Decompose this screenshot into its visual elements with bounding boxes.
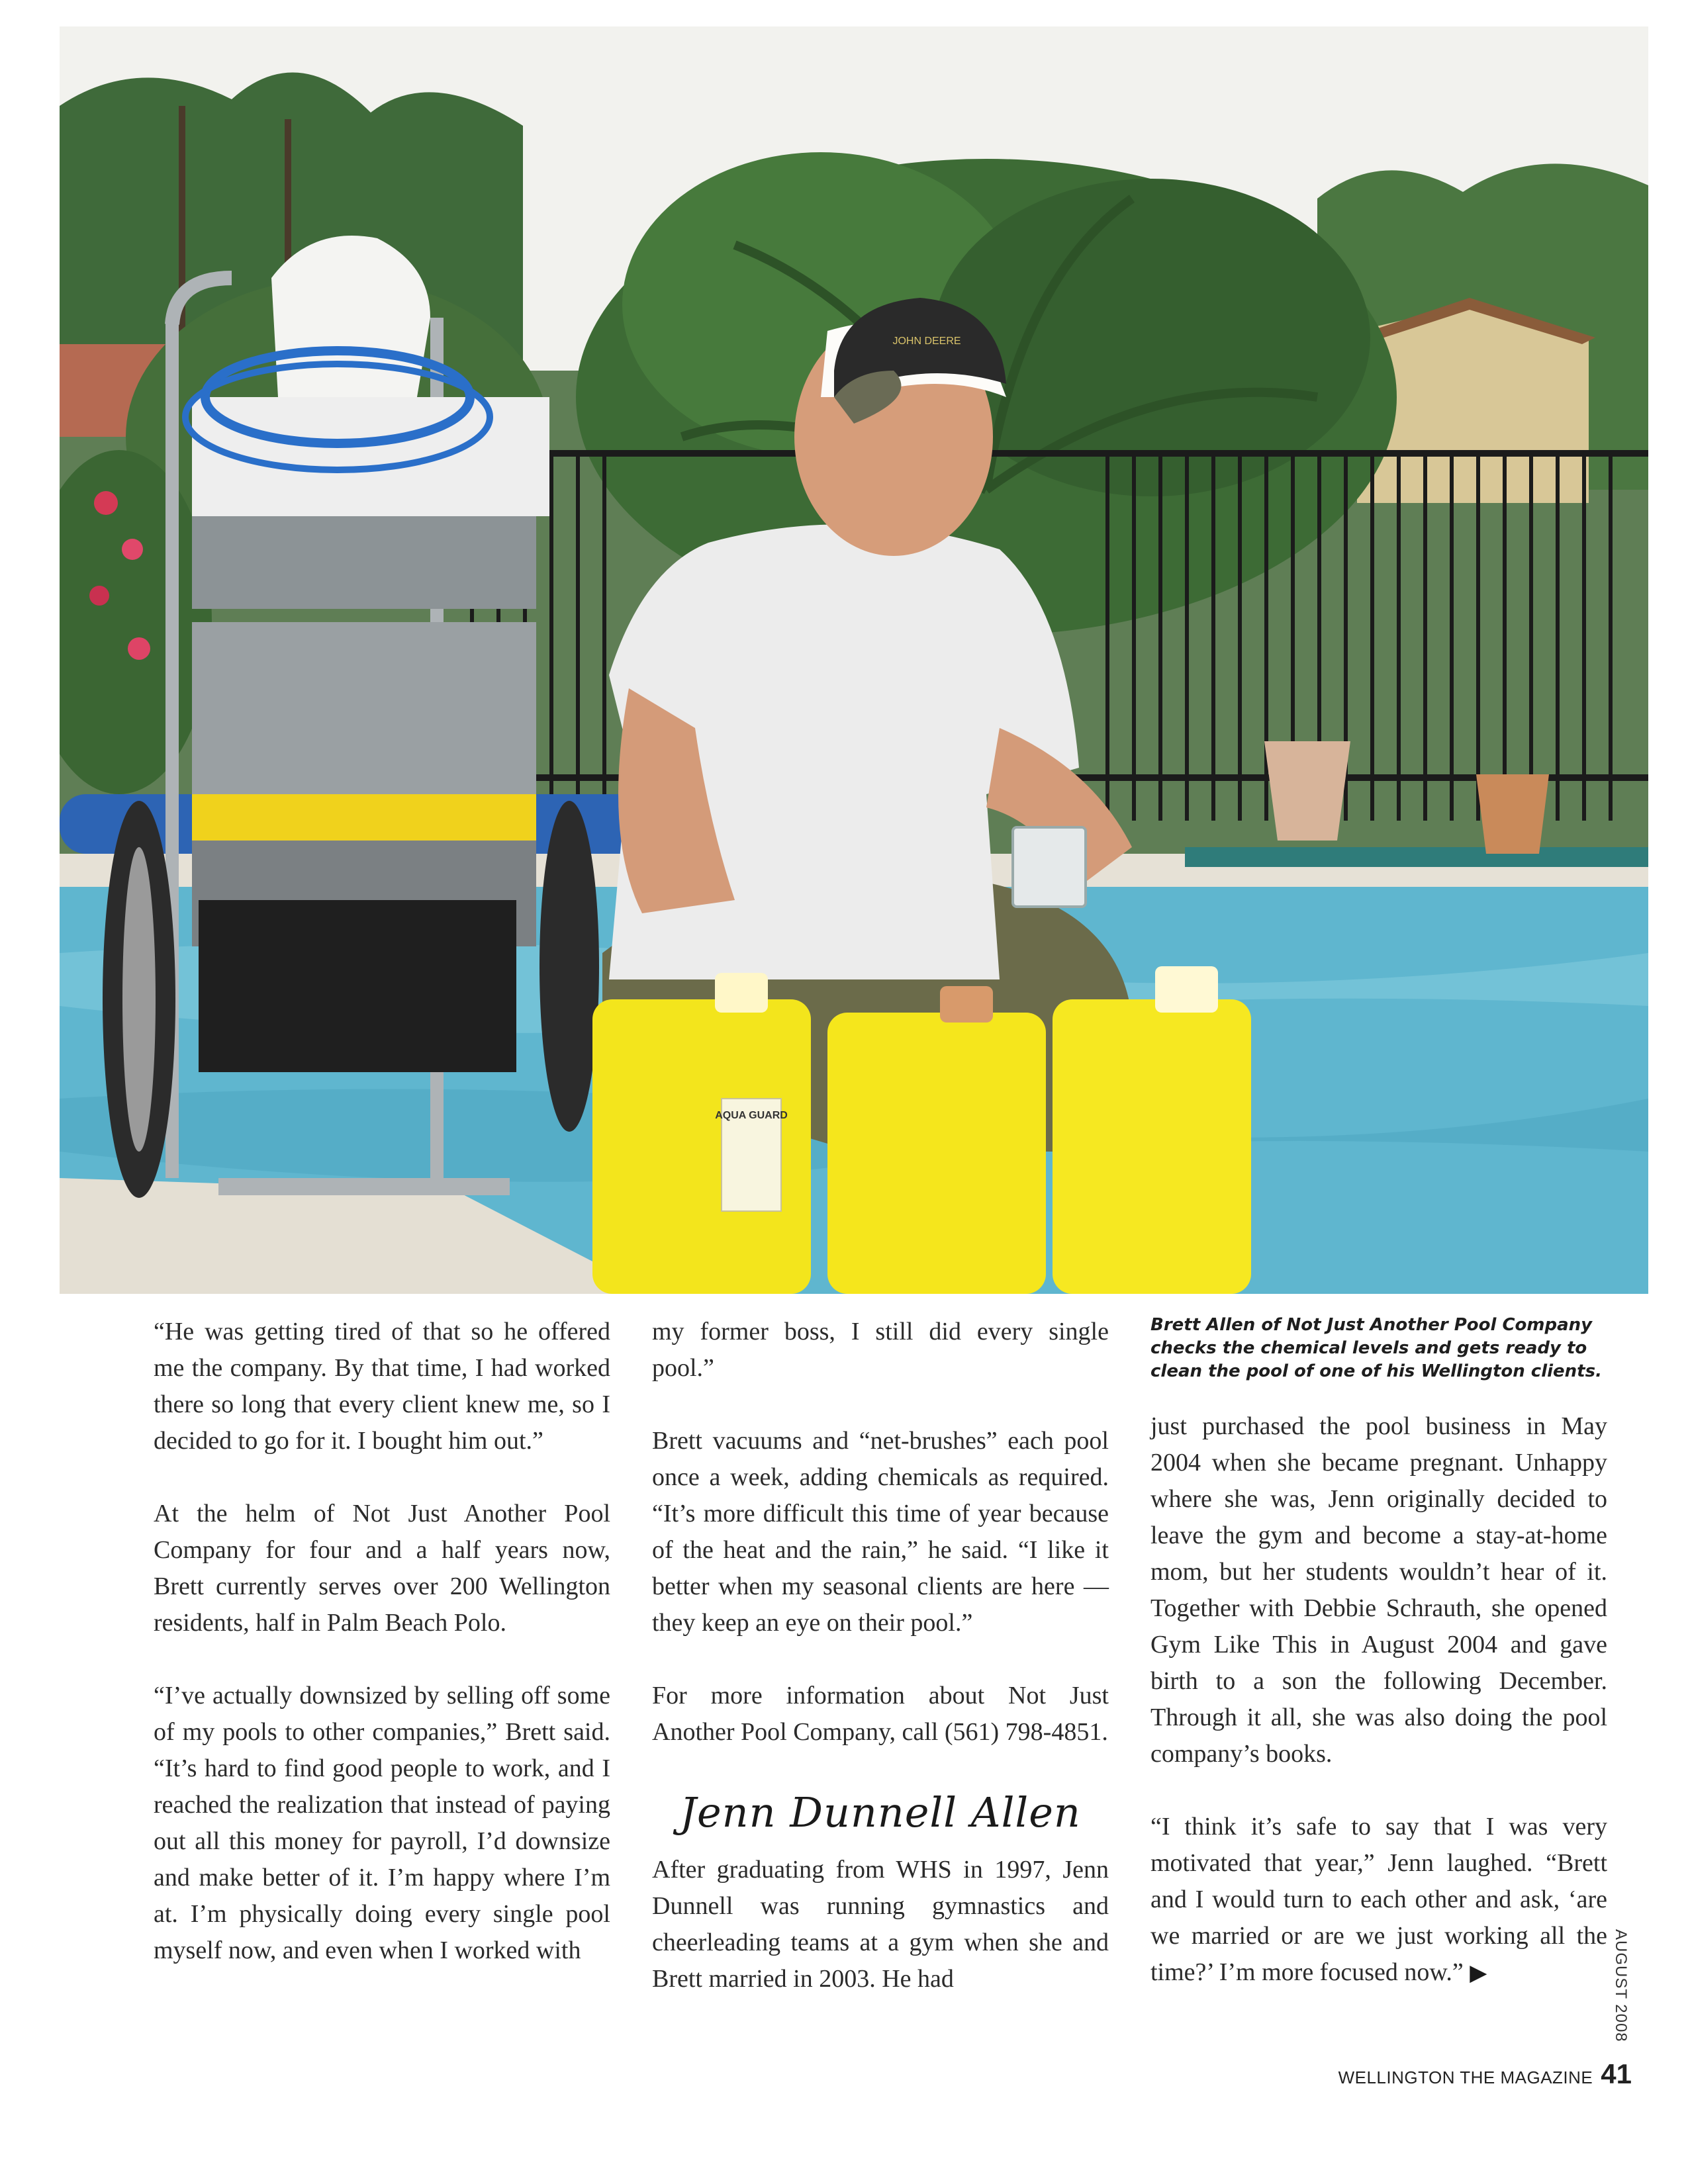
paragraph [1150, 1809, 1607, 1991]
paragraph: “I’ve actually downsized by selling off some of my pools to other companies,” Brett said. “It’s hard to find good people to work, and I reached the realization that instead of paying out all this money for payroll, I’d downsize and make better of it. I’m happy where I’m at. I’m physically doing every single pool myself now, and even when I worked with [154, 1682, 610, 1964]
paragraph: “He was getting tired of that so he offered me the company. By that time, I had worked there so long that every client knew me, so I decided to go for it. I bought him out.” [154, 1318, 610, 1455]
paragraph: After graduating from WHS in 1997, Jenn Dunnell was running gymnastics and cheerleading teams at a gym when she and Brett married in 2003. He had [652, 1856, 1109, 1993]
paragraph: For more information about Not Just Another Pool Company, call (561) 798-4851. [652, 1682, 1109, 1746]
paragraph: just purchased the pool business in May 2004 when she became pregnant. Unhappy where she was, Jenn originally decided to leave the gym and become a stay-at-home mom, but her students wouldn’t hear of it. Together with Debbie Schrauth, she opened Gym Like This in August 2004 and gave birth to a son the following December. Through it all, she was also doing the pool company’s books. [1150, 1412, 1607, 1768]
paragraph-text: “I think it’s safe to say that I was very motivated that year,” Jenn laughed. “Brett and I would turn to each other and ask, ‘are we married or are we just working all the time?’ I’m more focused now.” [1150, 1813, 1607, 1986]
continue-arrow-icon: ▶ [1470, 1961, 1487, 1985]
jug-label: AQUA GUARD [715, 1110, 788, 1121]
issue-date: AUGUST 2008 [1612, 1929, 1630, 2042]
paragraph: my former boss, I still did every single pool.” [652, 1318, 1109, 1382]
photo-caption: Brett Allen of Not Just Another Pool Company checks the chemical levels and gets ready to clean the pool of one of his Wellington clients. [1150, 1315, 1602, 1381]
page-folio [1338, 2058, 1632, 2090]
article-column-1 [154, 1314, 610, 2005]
article-column-3 [1150, 1314, 1607, 2028]
article-column-2 [652, 1314, 1109, 2034]
feature-photo [60, 26, 1648, 1294]
pool-service-photo [60, 26, 1648, 1294]
paragraph: Brett vacuums and “net-brushes” each pool once a week, adding chemicals as required. “It’s more difficult this time of year because of the heat and the rain,” he said. “I like it better when my seasonal clients are here — they keep an eye on their pool.” [652, 1427, 1109, 1637]
paragraph: At the helm of Not Just Another Pool Company for four and a half years now, Brett currently serves over 200 Wellington residents, half in Palm Beach Polo. [154, 1500, 610, 1637]
author-signature: Jenn Dunnell Allen [680, 1788, 1081, 1837]
magazine-name: WELLINGTON THE MAGAZINE [1338, 2068, 1593, 2087]
cap-logo: JOHN DEERE [892, 336, 961, 347]
page-number: 41 [1601, 2058, 1632, 2089]
